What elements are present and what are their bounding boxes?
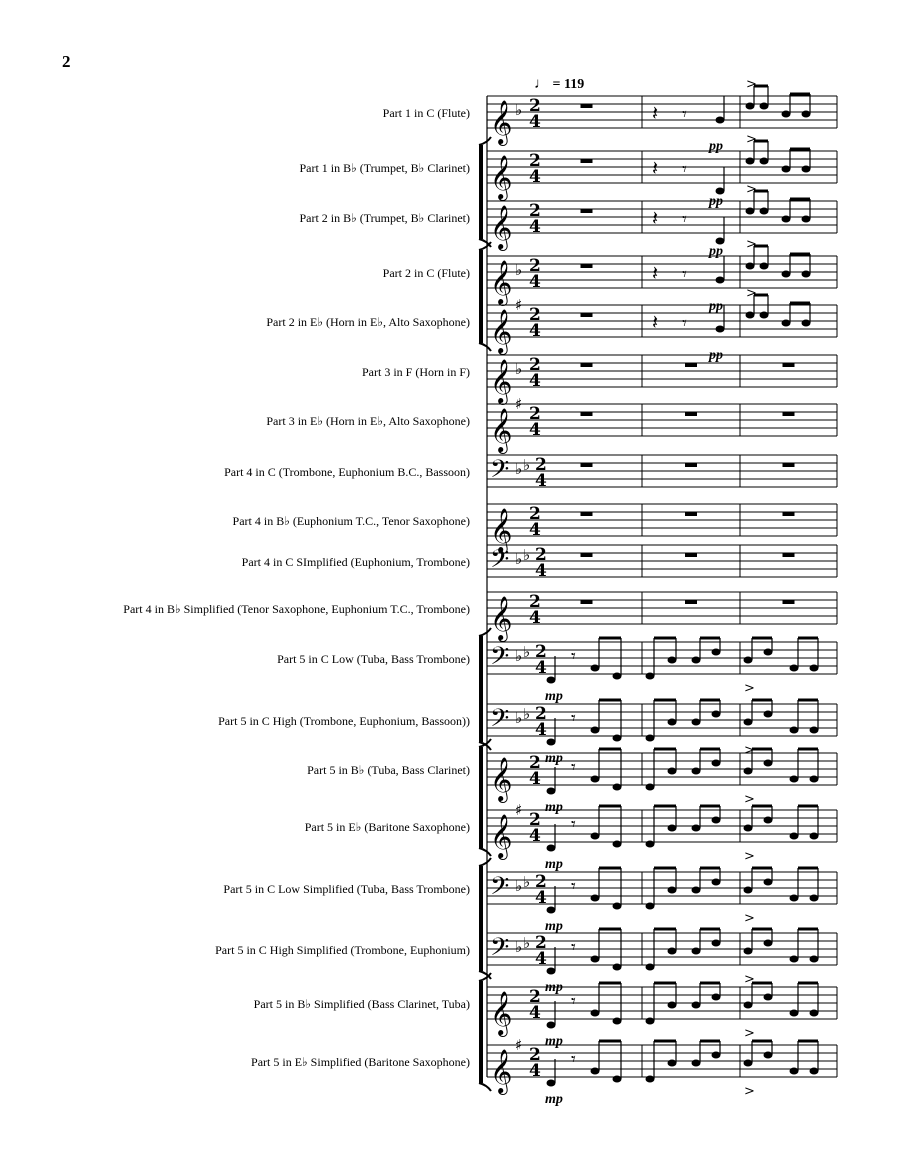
accent-mark: > bbox=[744, 743, 755, 758]
treble-clef-icon: 𝄞 bbox=[490, 260, 513, 304]
treble-clef-icon: 𝄞 bbox=[490, 408, 513, 452]
time-signature-top: 2 bbox=[529, 256, 541, 276]
flat-icon: ♭ bbox=[523, 705, 531, 723]
note-head bbox=[790, 1010, 799, 1017]
note-head bbox=[668, 948, 677, 955]
note-head bbox=[790, 776, 799, 783]
whole-rest-icon bbox=[783, 600, 795, 604]
time-signature-top: 2 bbox=[529, 201, 541, 221]
dynamic-mp: mp bbox=[545, 689, 563, 704]
bass-clef-icon: 𝄢 bbox=[490, 545, 510, 580]
whole-rest-icon bbox=[783, 553, 795, 557]
note-head bbox=[764, 940, 773, 947]
time-signature-bottom: 4 bbox=[529, 1061, 541, 1081]
flat-icon: ♭ bbox=[523, 456, 531, 474]
quarter-rest-icon: 𝄽 bbox=[652, 156, 659, 180]
time-signature-bottom: 4 bbox=[529, 112, 541, 132]
note-head bbox=[746, 208, 755, 215]
note-head bbox=[668, 768, 677, 775]
note-head bbox=[760, 263, 769, 270]
eighth-rest-icon: 𝄾 bbox=[571, 814, 576, 835]
time-signature-top: 2 bbox=[529, 355, 541, 375]
quarter-rest-icon: 𝄽 bbox=[652, 261, 659, 285]
eighth-rest-icon: 𝄾 bbox=[682, 313, 687, 334]
note-head bbox=[744, 1060, 753, 1067]
accent-mark: > bbox=[744, 792, 755, 807]
whole-rest-icon bbox=[685, 363, 697, 367]
note-head bbox=[712, 940, 721, 947]
note-head bbox=[668, 825, 677, 832]
part-label: Part 2 in B♭ (Trumpet, B♭ Clarinet) bbox=[299, 211, 470, 225]
note-head bbox=[760, 158, 769, 165]
note-head bbox=[668, 719, 677, 726]
page-number: 2 bbox=[62, 52, 71, 71]
note-head bbox=[668, 887, 677, 894]
time-signature-bottom: 4 bbox=[529, 167, 541, 187]
note-head bbox=[746, 312, 755, 319]
part-label: Part 5 in E♭ (Baritone Saxophone) bbox=[304, 820, 470, 834]
note-head bbox=[744, 1002, 753, 1009]
time-signature-bottom: 4 bbox=[529, 608, 541, 628]
note-head bbox=[668, 1060, 677, 1067]
treble-clef-icon: 𝄞 bbox=[490, 309, 513, 353]
whole-rest-icon bbox=[685, 600, 697, 604]
whole-rest-icon bbox=[581, 264, 593, 268]
dynamic-mp: mp bbox=[545, 1092, 563, 1107]
note-head bbox=[712, 879, 721, 886]
note-head bbox=[712, 1052, 721, 1059]
eighth-rest-icon: 𝄾 bbox=[682, 159, 687, 180]
eighth-rest-icon: 𝄾 bbox=[682, 264, 687, 285]
note-head bbox=[782, 271, 791, 278]
note-head bbox=[744, 719, 753, 726]
note-head bbox=[668, 657, 677, 664]
part-label: Part 4 in B♭ Simplified (Tenor Saxophone, Euphonium T.C., Trombone) bbox=[123, 602, 470, 616]
note-head bbox=[547, 968, 556, 975]
time-signature-top: 2 bbox=[529, 305, 541, 325]
whole-rest-icon bbox=[685, 553, 697, 557]
note-head bbox=[712, 760, 721, 767]
whole-rest-icon bbox=[581, 412, 593, 416]
note-head bbox=[591, 895, 600, 902]
time-signature-bottom: 4 bbox=[529, 826, 541, 846]
treble-clef-icon: 𝄞 bbox=[490, 1049, 513, 1093]
flat-icon: ♭ bbox=[515, 460, 523, 478]
time-signature-bottom: 4 bbox=[535, 720, 547, 740]
note-head bbox=[613, 964, 622, 971]
flat-icon: ♭ bbox=[523, 643, 531, 661]
flat-icon: ♭ bbox=[515, 550, 523, 568]
flat-icon: ♭ bbox=[515, 360, 523, 378]
time-signature-bottom: 4 bbox=[535, 561, 547, 581]
note-head bbox=[790, 1068, 799, 1075]
part-label: Part 4 in C SImplified (Euphonium, Trombone) bbox=[241, 555, 470, 569]
note-head bbox=[712, 649, 721, 656]
time-signature-top: 2 bbox=[529, 987, 541, 1007]
time-signature-top: 2 bbox=[529, 810, 541, 830]
note-head bbox=[764, 817, 773, 824]
note-head bbox=[760, 103, 769, 110]
whole-rest-icon bbox=[581, 512, 593, 516]
time-signature-top: 2 bbox=[529, 404, 541, 424]
whole-rest-icon bbox=[581, 159, 593, 163]
note-head bbox=[712, 994, 721, 1001]
note-head bbox=[692, 657, 701, 664]
note-head bbox=[810, 665, 819, 672]
accent-mark: > bbox=[744, 681, 755, 696]
time-signature-bottom: 4 bbox=[535, 888, 547, 908]
note-head bbox=[810, 956, 819, 963]
eighth-rest-icon: 𝄾 bbox=[571, 708, 576, 729]
note-head bbox=[591, 1068, 600, 1075]
note-head bbox=[746, 263, 755, 270]
note-head bbox=[613, 735, 622, 742]
note-head bbox=[613, 841, 622, 848]
note-head bbox=[716, 277, 725, 284]
note-head bbox=[646, 1076, 655, 1083]
note-head bbox=[716, 117, 725, 124]
accent-mark: > bbox=[746, 132, 757, 147]
note-head bbox=[716, 326, 725, 333]
bracket-part5-c-simplified-top bbox=[479, 858, 491, 866]
note-head bbox=[746, 103, 755, 110]
part-label: Part 2 in C (Flute) bbox=[382, 266, 470, 280]
flat-icon: ♭ bbox=[523, 546, 531, 564]
note-head bbox=[782, 216, 791, 223]
whole-rest-icon bbox=[685, 412, 697, 416]
note-head bbox=[591, 776, 600, 783]
note-head bbox=[692, 948, 701, 955]
note-head bbox=[802, 216, 811, 223]
flat-icon: ♭ bbox=[515, 938, 523, 956]
treble-clef-icon: 𝄞 bbox=[490, 100, 513, 144]
time-signature-top: 2 bbox=[529, 504, 541, 524]
note-head bbox=[764, 649, 773, 656]
accent-mark: > bbox=[746, 237, 757, 252]
note-head bbox=[746, 158, 755, 165]
part-label: Part 5 in C Low Simplified (Tuba, Bass Trombone) bbox=[223, 882, 470, 896]
eighth-rest-icon: 𝄾 bbox=[571, 757, 576, 778]
note-head bbox=[646, 903, 655, 910]
note-head bbox=[591, 833, 600, 840]
accent-mark: > bbox=[744, 849, 755, 864]
time-signature-bottom: 4 bbox=[535, 949, 547, 969]
whole-rest-icon bbox=[783, 463, 795, 467]
part-label: Part 3 in F (Horn in F) bbox=[362, 365, 470, 379]
eighth-rest-icon: 𝄾 bbox=[682, 209, 687, 230]
whole-rest-icon bbox=[581, 463, 593, 467]
bass-clef-icon: 𝄢 bbox=[490, 642, 510, 677]
flat-icon: ♭ bbox=[515, 261, 523, 279]
note-head bbox=[547, 1080, 556, 1087]
bass-clef-icon: 𝄢 bbox=[490, 872, 510, 907]
note-head bbox=[810, 1010, 819, 1017]
flat-icon: ♭ bbox=[515, 709, 523, 727]
note-head bbox=[692, 825, 701, 832]
time-signature-bottom: 4 bbox=[529, 769, 541, 789]
tempo-value: = 119 bbox=[552, 77, 585, 92]
time-signature-top: 2 bbox=[535, 455, 547, 475]
treble-clef-icon: 𝄞 bbox=[490, 596, 513, 640]
note-head bbox=[744, 948, 753, 955]
note-head bbox=[646, 964, 655, 971]
time-signature-bottom: 4 bbox=[529, 321, 541, 341]
note-head bbox=[613, 784, 622, 791]
time-signature-top: 2 bbox=[529, 592, 541, 612]
note-head bbox=[760, 208, 769, 215]
note-head bbox=[547, 788, 556, 795]
note-head bbox=[802, 111, 811, 118]
whole-rest-icon bbox=[581, 104, 593, 108]
note-head bbox=[668, 1002, 677, 1009]
part-label: Part 5 in C High Simplified (Trombone, Euphonium) bbox=[215, 943, 470, 957]
eighth-rest-icon: 𝄾 bbox=[571, 646, 576, 667]
time-signature-bottom: 4 bbox=[529, 520, 541, 540]
note-head bbox=[613, 673, 622, 680]
time-signature-bottom: 4 bbox=[529, 272, 541, 292]
treble-clef-icon: 𝄞 bbox=[490, 991, 513, 1035]
eighth-rest-icon: 𝄾 bbox=[571, 937, 576, 958]
sharp-icon: ♯ bbox=[515, 395, 523, 413]
time-signature-top: 2 bbox=[535, 872, 547, 892]
note-head bbox=[547, 845, 556, 852]
note-head bbox=[790, 833, 799, 840]
note-head bbox=[782, 111, 791, 118]
time-signature-bottom: 4 bbox=[535, 658, 547, 678]
note-head bbox=[744, 657, 753, 664]
whole-rest-icon bbox=[581, 553, 593, 557]
time-signature-top: 2 bbox=[529, 151, 541, 171]
note-head bbox=[547, 739, 556, 746]
time-signature-top: 2 bbox=[529, 1045, 541, 1065]
dynamic-mp: mp bbox=[545, 800, 563, 815]
dynamic-pp: pp bbox=[709, 194, 723, 209]
time-signature-bottom: 4 bbox=[529, 420, 541, 440]
whole-rest-icon bbox=[581, 313, 593, 317]
note-head bbox=[782, 320, 791, 327]
note-head bbox=[646, 841, 655, 848]
note-head bbox=[790, 956, 799, 963]
note-head bbox=[613, 1018, 622, 1025]
part-label: Part 4 in B♭ (Euphonium T.C., Tenor Saxophone) bbox=[232, 514, 470, 528]
note-head bbox=[646, 784, 655, 791]
dynamic-pp: pp bbox=[709, 299, 723, 314]
sharp-icon: ♯ bbox=[515, 801, 523, 819]
note-head bbox=[646, 1018, 655, 1025]
note-head bbox=[712, 817, 721, 824]
note-head bbox=[810, 1068, 819, 1075]
part-label: Part 5 in C High (Trombone, Euphonium, Bassoon)) bbox=[218, 714, 470, 728]
treble-clef-icon: 𝄞 bbox=[490, 359, 513, 403]
time-signature-top: 2 bbox=[535, 642, 547, 662]
bass-clef-icon: 𝄢 bbox=[490, 704, 510, 739]
note-head bbox=[692, 768, 701, 775]
quarter-rest-icon: 𝄽 bbox=[652, 310, 659, 334]
time-signature-bottom: 4 bbox=[535, 471, 547, 491]
part-label: Part 5 in C Low (Tuba, Bass Trombone) bbox=[277, 652, 470, 666]
note-head bbox=[547, 1022, 556, 1029]
note-head bbox=[613, 903, 622, 910]
whole-rest-icon bbox=[685, 512, 697, 516]
whole-rest-icon bbox=[783, 412, 795, 416]
note-head bbox=[764, 711, 773, 718]
treble-clef-icon: 𝄞 bbox=[490, 508, 513, 552]
eighth-rest-icon: 𝄾 bbox=[682, 104, 687, 125]
time-signature-top: 2 bbox=[535, 933, 547, 953]
treble-clef-icon: 𝄞 bbox=[490, 205, 513, 249]
time-signature-top: 2 bbox=[535, 704, 547, 724]
accent-mark: > bbox=[744, 972, 755, 987]
note-head bbox=[692, 1002, 701, 1009]
time-signature-top: 2 bbox=[535, 545, 547, 565]
whole-rest-icon bbox=[581, 209, 593, 213]
note-head bbox=[744, 768, 753, 775]
whole-rest-icon bbox=[783, 363, 795, 367]
note-head bbox=[760, 312, 769, 319]
eighth-rest-icon: 𝄾 bbox=[571, 876, 576, 897]
accent-mark: > bbox=[744, 1026, 755, 1041]
dynamic-pp: pp bbox=[709, 244, 723, 259]
treble-clef-icon: 𝄞 bbox=[490, 155, 513, 199]
note-head bbox=[764, 1052, 773, 1059]
flat-icon: ♭ bbox=[523, 873, 531, 891]
dynamic-mp: mp bbox=[545, 919, 563, 934]
accent-mark: > bbox=[746, 77, 757, 92]
note-head bbox=[591, 665, 600, 672]
dynamic-mp: mp bbox=[545, 857, 563, 872]
part-label: Part 5 in B♭ Simplified (Bass Clarinet, Tuba) bbox=[253, 997, 470, 1011]
part-label: Part 1 in B♭ (Trumpet, B♭ Clarinet) bbox=[299, 161, 470, 175]
treble-clef-icon: 𝄞 bbox=[490, 757, 513, 801]
note-head bbox=[692, 887, 701, 894]
sharp-icon: ♯ bbox=[515, 296, 523, 314]
bass-clef-icon: 𝄢 bbox=[490, 455, 510, 490]
note-head bbox=[790, 895, 799, 902]
note-head bbox=[790, 665, 799, 672]
dynamic-pp: pp bbox=[709, 139, 723, 154]
flat-icon: ♭ bbox=[515, 647, 523, 665]
note-head bbox=[591, 727, 600, 734]
note-head bbox=[591, 956, 600, 963]
eighth-rest-icon: 𝄾 bbox=[571, 991, 576, 1012]
quarter-rest-icon: 𝄽 bbox=[652, 206, 659, 230]
note-head bbox=[646, 735, 655, 742]
treble-clef-icon: 𝄞 bbox=[490, 814, 513, 858]
time-signature-top: 2 bbox=[529, 96, 541, 116]
whole-rest-icon bbox=[783, 512, 795, 516]
time-signature-bottom: 4 bbox=[529, 371, 541, 391]
part-label: Part 4 in C (Trombone, Euphonium B.C., Bassoon) bbox=[224, 465, 470, 479]
whole-rest-icon bbox=[685, 463, 697, 467]
part-label: Part 1 in C (Flute) bbox=[382, 106, 470, 120]
note-head bbox=[802, 166, 811, 173]
whole-rest-icon bbox=[581, 363, 593, 367]
quarter-note-icon: ♩ bbox=[534, 76, 549, 92]
dynamic-mp: mp bbox=[545, 751, 563, 766]
bass-clef-icon: 𝄢 bbox=[490, 933, 510, 968]
note-head bbox=[810, 833, 819, 840]
dynamic-mp: mp bbox=[545, 980, 563, 995]
note-head bbox=[782, 166, 791, 173]
quarter-rest-icon: 𝄽 bbox=[652, 101, 659, 125]
note-head bbox=[646, 673, 655, 680]
time-signature-top: 2 bbox=[529, 753, 541, 773]
accent-mark: > bbox=[746, 182, 757, 197]
note-head bbox=[613, 1076, 622, 1083]
whole-rest-icon bbox=[581, 600, 593, 604]
note-head bbox=[744, 887, 753, 894]
sharp-icon: ♯ bbox=[515, 1036, 523, 1054]
note-head bbox=[810, 727, 819, 734]
note-head bbox=[810, 776, 819, 783]
part-label: Part 5 in B♭ (Tuba, Bass Clarinet) bbox=[307, 763, 470, 777]
note-head bbox=[744, 825, 753, 832]
time-signature-bottom: 4 bbox=[529, 217, 541, 237]
time-signature-bottom: 4 bbox=[529, 1003, 541, 1023]
note-head bbox=[547, 907, 556, 914]
note-head bbox=[764, 994, 773, 1001]
note-head bbox=[692, 719, 701, 726]
accent-mark: > bbox=[746, 286, 757, 301]
part-label: Part 3 in E♭ (Horn in E♭, Alto Saxophone) bbox=[266, 414, 470, 428]
note-head bbox=[712, 711, 721, 718]
note-head bbox=[790, 727, 799, 734]
flat-icon: ♭ bbox=[515, 877, 523, 895]
part-label: Part 5 in E♭ Simplified (Baritone Saxophone) bbox=[251, 1055, 470, 1069]
note-head bbox=[692, 1060, 701, 1067]
note-head bbox=[547, 677, 556, 684]
dynamic-mp: mp bbox=[545, 1034, 563, 1049]
note-head bbox=[802, 320, 811, 327]
note-head bbox=[802, 271, 811, 278]
part-label: Part 2 in E♭ (Horn in E♭, Alto Saxophone) bbox=[266, 315, 470, 329]
note-head bbox=[764, 760, 773, 767]
note-head bbox=[764, 879, 773, 886]
accent-mark: > bbox=[744, 1084, 755, 1099]
note-head bbox=[810, 895, 819, 902]
flat-icon: ♭ bbox=[515, 101, 523, 119]
note-head bbox=[591, 1010, 600, 1017]
eighth-rest-icon: 𝄾 bbox=[571, 1049, 576, 1070]
dynamic-pp: pp bbox=[709, 348, 723, 363]
flat-icon: ♭ bbox=[523, 934, 531, 952]
accent-mark: > bbox=[744, 911, 755, 926]
